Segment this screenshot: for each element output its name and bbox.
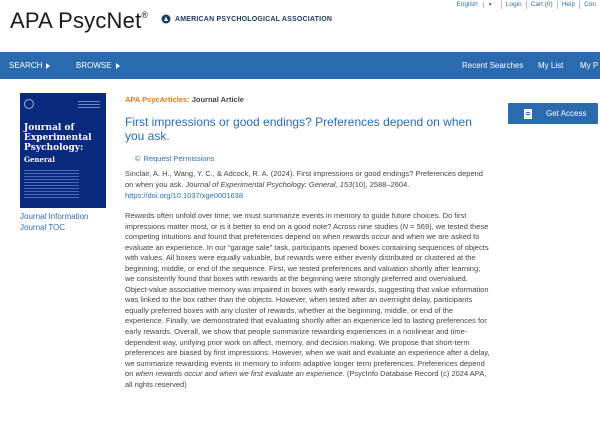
apa-association-logo[interactable]: AMERICAN PSYCHOLOGICAL ASSOCIATION: [161, 14, 332, 24]
nav-my-profile[interactable]: My P: [580, 61, 599, 70]
doi-link[interactable]: https://doi.org/10.1037/xge0001638: [125, 191, 244, 200]
cover-decoration: [78, 101, 100, 110]
apa-seal-icon: [161, 14, 171, 24]
contact-link[interactable]: Con: [579, 1, 600, 9]
utility-links: [448, 1, 600, 9]
copyright-icon: ©: [135, 154, 141, 163]
request-permissions-link[interactable]: © Request Permissions: [135, 154, 215, 163]
help-link[interactable]: Help: [557, 1, 579, 9]
caret-right-icon: [46, 63, 50, 69]
citation: Sinclair, A. H., Wang, Y. C., & Adcock, R. A. (2024). First impressions or good endings? Preferences depend on when you ask. Journal of Experimental Psychology: General, 153(10), 2588–2604. https://doi.org/10.1037/xge0001638: [125, 169, 483, 200]
brand-logo[interactable]: APA PsycNet®: [10, 8, 149, 33]
chevron-down-icon: ▼: [483, 2, 497, 8]
main-nav: [0, 52, 600, 79]
caret-right-icon: [116, 63, 120, 69]
article-title: First impressions or good endings? Preferences depend on when you ask.: [125, 115, 472, 143]
nav-recent-searches[interactable]: Recent Searches: [462, 61, 524, 70]
nav-browse[interactable]: BROWSE: [76, 61, 120, 70]
nav-my-list[interactable]: My List: [538, 61, 564, 70]
publication-type: APA PsycArticles: Journal Article: [125, 95, 244, 104]
document-icon: [524, 109, 532, 119]
cart-link[interactable]: Cart (0): [526, 1, 557, 9]
journal-toc-link[interactable]: Journal TOC: [20, 223, 66, 232]
nav-search[interactable]: SEARCH: [9, 61, 50, 70]
apa-seal-icon: [24, 99, 34, 109]
language-select[interactable]: English ▼: [448, 1, 500, 9]
cover-title: Journal of Experimental Psychology:: [24, 123, 92, 153]
get-access-button[interactable]: Get Access: [508, 103, 598, 124]
journal-information-link[interactable]: Journal Information: [20, 212, 89, 221]
login-link[interactable]: Login: [501, 1, 526, 9]
abstract: Rewards often unfold over time; we must summarize events in memory to guide future choices. Do first impressions matter most, or is it better to end on a good note? Across nine studies (N = 569), we tested these competing intuitions and found that preferences depend on when rewards occur and when we are asked to evaluate an experience. In our “garage sale” task, participants opened boxes containing sequences of objects with values. All boxes were equally valuable, but rewards were either evenly distributed or clustered at the beginning, middle, or end of the sequence. First, we tested preferences and valuation shortly after learning; we consistently found that boxes with rewards at the beginning were strongly preferred and overvalued. Object-value associative memory was impaired in boxes with early rewards, suggesting that value information was linked to the box rather than the objects. However, when tested after an overnight delay, participants equally preferred boxes with any cluster of rewards, whether at the beginning, middle, or end of the experience. Finally, we demonstrated that evaluating shortly after an experience led to lasting preferences for early rewards. Overall, we show that people summarize rewarding experiences in a nonlinear and time-dependent way, unifying prior work on affect, memory, and decision making. We propose that short-term preferences are biased by first impressions. However, when we wait and evaluate an experience after a delay, we summarize rewarding events in memory to inform adaptive longer term preferences. Preferences depend on when rewards occur and when we first evaluate an experience. (PsycInfo Database Record (c) 2024 APA, all rights reserved): [125, 211, 490, 389]
cover-contents-lines: [24, 170, 102, 198]
site-header: [0, 0, 600, 52]
cover-subtitle: General: [24, 155, 55, 164]
journal-cover[interactable]: [20, 93, 106, 208]
